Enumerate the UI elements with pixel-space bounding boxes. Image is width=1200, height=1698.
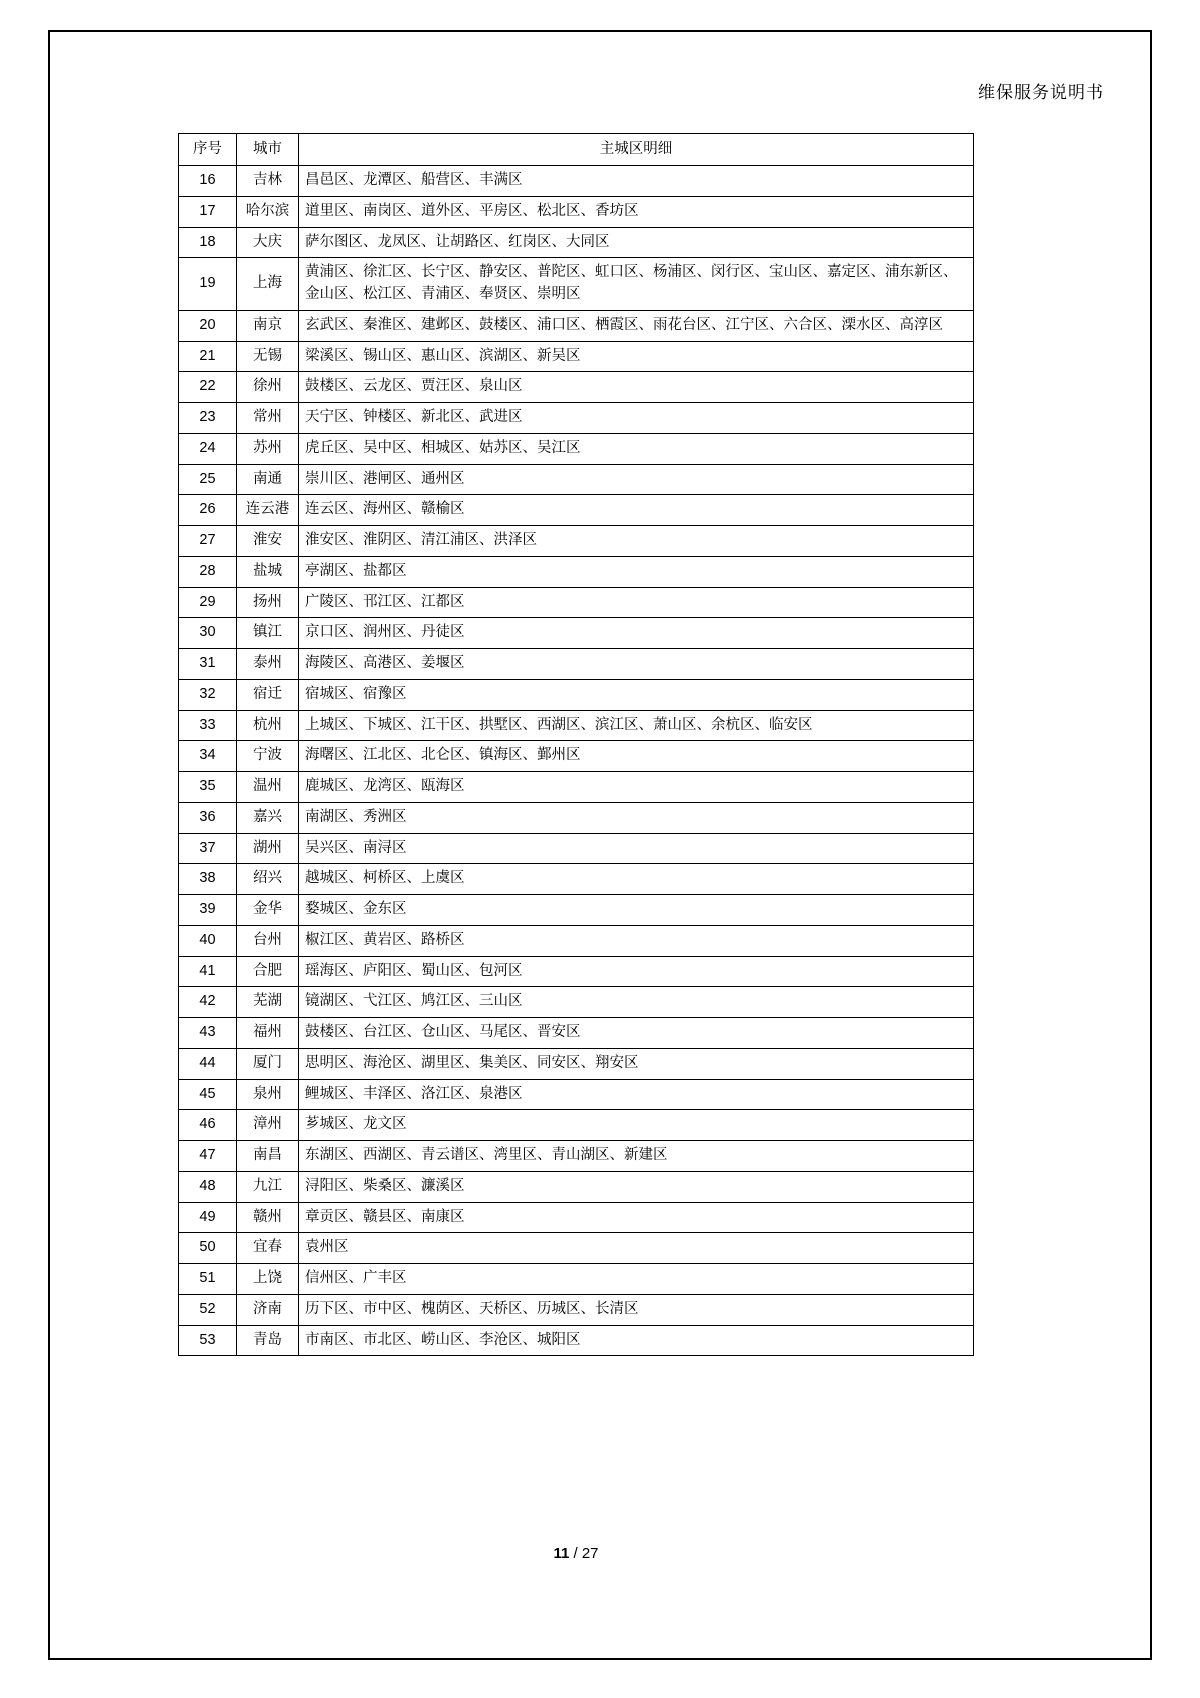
cell-no: 51 (179, 1264, 237, 1295)
table-row (179, 1264, 974, 1295)
table-row (179, 1233, 974, 1264)
cell-no: 27 (179, 526, 237, 557)
cell-detail: 南湖区、秀洲区 (299, 802, 974, 833)
cell-no: 31 (179, 649, 237, 680)
table-row (179, 649, 974, 680)
table-row (179, 925, 974, 956)
cell-no: 37 (179, 833, 237, 864)
cell-no: 36 (179, 802, 237, 833)
cell-no: 46 (179, 1110, 237, 1141)
table-row (179, 987, 974, 1018)
table-row (179, 772, 974, 803)
cell-city: 漳州 (237, 1110, 299, 1141)
cell-no: 20 (179, 310, 237, 341)
cell-no: 24 (179, 433, 237, 464)
table-row (179, 895, 974, 926)
cell-city: 苏州 (237, 433, 299, 464)
cell-city: 济南 (237, 1294, 299, 1325)
cell-city: 泉州 (237, 1079, 299, 1110)
table-body (179, 166, 974, 1356)
cell-city: 金华 (237, 895, 299, 926)
table-row (179, 464, 974, 495)
cell-city: 台州 (237, 925, 299, 956)
table-row (179, 1048, 974, 1079)
cell-no: 21 (179, 341, 237, 372)
cell-no: 25 (179, 464, 237, 495)
table-row (179, 166, 974, 197)
table-row (179, 403, 974, 434)
cell-city: 常州 (237, 403, 299, 434)
table-row (179, 802, 974, 833)
cell-detail: 鹿城区、龙湾区、瓯海区 (299, 772, 974, 803)
cell-detail: 黄浦区、徐汇区、长宁区、静安区、普陀区、虹口区、杨浦区、闵行区、宝山区、嘉定区、浦东新区、金山区、松江区、青浦区、奉贤区、崇明区 (299, 258, 974, 311)
column-header-no: 序号 (179, 134, 237, 166)
cell-detail: 天宁区、钟楼区、新北区、武进区 (299, 403, 974, 434)
cell-detail: 昌邑区、龙潭区、船营区、丰满区 (299, 166, 974, 197)
cell-detail: 萨尔图区、龙凤区、让胡路区、红岗区、大同区 (299, 227, 974, 258)
footer-current-page: 11 (553, 1545, 570, 1562)
cell-no: 16 (179, 166, 237, 197)
cell-city: 嘉兴 (237, 802, 299, 833)
cell-detail: 东湖区、西湖区、青云谱区、湾里区、青山湖区、新建区 (299, 1141, 974, 1172)
cell-no: 41 (179, 956, 237, 987)
cell-no: 48 (179, 1171, 237, 1202)
table-row (179, 341, 974, 372)
cell-detail: 章贡区、赣县区、南康区 (299, 1202, 974, 1233)
table-row (179, 1018, 974, 1049)
cell-detail: 京口区、润州区、丹徒区 (299, 618, 974, 649)
cell-no: 30 (179, 618, 237, 649)
cell-city: 上海 (237, 258, 299, 311)
footer-separator: / (573, 1545, 578, 1562)
cell-city: 徐州 (237, 372, 299, 403)
table-row (179, 1325, 974, 1356)
cell-city: 吉林 (237, 166, 299, 197)
cell-no: 45 (179, 1079, 237, 1110)
cell-city: 温州 (237, 772, 299, 803)
cell-detail: 瑶海区、庐阳区、蜀山区、包河区 (299, 956, 974, 987)
cell-detail: 宿城区、宿豫区 (299, 679, 974, 710)
cell-detail: 椒江区、黄岩区、路桥区 (299, 925, 974, 956)
cell-detail: 鼓楼区、台江区、仓山区、马尾区、晋安区 (299, 1018, 974, 1049)
cell-detail: 鼓楼区、云龙区、贾汪区、泉山区 (299, 372, 974, 403)
cell-no: 47 (179, 1141, 237, 1172)
cell-city: 湖州 (237, 833, 299, 864)
cell-detail: 思明区、海沧区、湖里区、集美区、同安区、翔安区 (299, 1048, 974, 1079)
cell-city: 南通 (237, 464, 299, 495)
city-district-table-wrapper (178, 133, 973, 1356)
cell-detail: 海曙区、江北区、北仑区、镇海区、鄞州区 (299, 741, 974, 772)
table-row (179, 227, 974, 258)
table-row (179, 1202, 974, 1233)
table-row (179, 310, 974, 341)
cell-no: 19 (179, 258, 237, 311)
cell-city: 福州 (237, 1018, 299, 1049)
cell-city: 大庆 (237, 227, 299, 258)
cell-no: 22 (179, 372, 237, 403)
cell-no: 28 (179, 556, 237, 587)
cell-no: 44 (179, 1048, 237, 1079)
cell-city: 哈尔滨 (237, 196, 299, 227)
cell-city: 上饶 (237, 1264, 299, 1295)
cell-no: 33 (179, 710, 237, 741)
cell-city: 宜春 (237, 1233, 299, 1264)
cell-no: 26 (179, 495, 237, 526)
cell-detail: 信州区、广丰区 (299, 1264, 974, 1295)
table-row (179, 196, 974, 227)
cell-city: 淮安 (237, 526, 299, 557)
table-row (179, 956, 974, 987)
cell-city: 泰州 (237, 649, 299, 680)
cell-city: 扬州 (237, 587, 299, 618)
cell-detail: 广陵区、邗江区、江都区 (299, 587, 974, 618)
table-row (179, 495, 974, 526)
cell-detail: 海陵区、高港区、姜堰区 (299, 649, 974, 680)
cell-no: 34 (179, 741, 237, 772)
cell-detail: 上城区、下城区、江干区、拱墅区、西湖区、滨江区、萧山区、余杭区、临安区 (299, 710, 974, 741)
table-row (179, 864, 974, 895)
cell-no: 32 (179, 679, 237, 710)
cell-no: 35 (179, 772, 237, 803)
cell-detail: 玄武区、秦淮区、建邺区、鼓楼区、浦口区、栖霞区、雨花台区、江宁区、六合区、溧水区、高淳区 (299, 310, 974, 341)
cell-no: 23 (179, 403, 237, 434)
table-header-row (179, 134, 974, 166)
cell-detail: 虎丘区、吴中区、相城区、姑苏区、吴江区 (299, 433, 974, 464)
table-row (179, 526, 974, 557)
table-row (179, 741, 974, 772)
cell-no: 52 (179, 1294, 237, 1325)
column-header-city: 城市 (237, 134, 299, 166)
cell-no: 53 (179, 1325, 237, 1356)
cell-detail: 镜湖区、弋江区、鸠江区、三山区 (299, 987, 974, 1018)
cell-city: 九江 (237, 1171, 299, 1202)
footer-total-pages: 27 (581, 1545, 599, 1562)
cell-no: 39 (179, 895, 237, 926)
cell-city: 宿迁 (237, 679, 299, 710)
document-header: 维保服务说明书 (978, 83, 1104, 102)
table-row (179, 1171, 974, 1202)
cell-city: 青岛 (237, 1325, 299, 1356)
cell-detail: 芗城区、龙文区 (299, 1110, 974, 1141)
cell-detail: 道里区、南岗区、道外区、平房区、松北区、香坊区 (299, 196, 974, 227)
column-header-detail: 主城区明细 (299, 134, 974, 166)
cell-city: 合肥 (237, 956, 299, 987)
table-row (179, 833, 974, 864)
cell-no: 42 (179, 987, 237, 1018)
cell-no: 40 (179, 925, 237, 956)
cell-city: 绍兴 (237, 864, 299, 895)
table-row (179, 1079, 974, 1110)
cell-no: 50 (179, 1233, 237, 1264)
city-district-table (178, 133, 974, 1356)
cell-detail: 浔阳区、柴桑区、濂溪区 (299, 1171, 974, 1202)
cell-city: 宁波 (237, 741, 299, 772)
cell-city: 无锡 (237, 341, 299, 372)
cell-no: 17 (179, 196, 237, 227)
cell-city: 厦门 (237, 1048, 299, 1079)
cell-detail: 婺城区、金东区 (299, 895, 974, 926)
cell-city: 盐城 (237, 556, 299, 587)
cell-city: 南昌 (237, 1141, 299, 1172)
cell-detail: 连云区、海州区、赣榆区 (299, 495, 974, 526)
cell-detail: 越城区、柯桥区、上虞区 (299, 864, 974, 895)
table-row (179, 258, 974, 311)
cell-city: 镇江 (237, 618, 299, 649)
cell-city: 赣州 (237, 1202, 299, 1233)
table-row (179, 433, 974, 464)
cell-city: 杭州 (237, 710, 299, 741)
cell-detail: 崇川区、港闸区、通州区 (299, 464, 974, 495)
page-footer (48, 1545, 1104, 1562)
cell-city: 芜湖 (237, 987, 299, 1018)
table-row (179, 710, 974, 741)
table-row (179, 556, 974, 587)
cell-no: 43 (179, 1018, 237, 1049)
cell-detail: 吴兴区、南浔区 (299, 833, 974, 864)
cell-detail: 淮安区、淮阴区、清江浦区、洪泽区 (299, 526, 974, 557)
table-row (179, 587, 974, 618)
cell-detail: 鲤城区、丰泽区、洛江区、泉港区 (299, 1079, 974, 1110)
cell-city: 南京 (237, 310, 299, 341)
cell-no: 29 (179, 587, 237, 618)
table-row (179, 372, 974, 403)
cell-detail: 梁溪区、锡山区、惠山区、滨湖区、新吴区 (299, 341, 974, 372)
table-row (179, 1141, 974, 1172)
cell-city: 连云港 (237, 495, 299, 526)
table-row (179, 1110, 974, 1141)
cell-no: 18 (179, 227, 237, 258)
cell-detail: 袁州区 (299, 1233, 974, 1264)
cell-no: 38 (179, 864, 237, 895)
table-row (179, 1294, 974, 1325)
table-row (179, 618, 974, 649)
cell-detail: 亭湖区、盐都区 (299, 556, 974, 587)
cell-detail: 市南区、市北区、崂山区、李沧区、城阳区 (299, 1325, 974, 1356)
table-row (179, 679, 974, 710)
cell-detail: 历下区、市中区、槐荫区、天桥区、历城区、长清区 (299, 1294, 974, 1325)
cell-no: 49 (179, 1202, 237, 1233)
